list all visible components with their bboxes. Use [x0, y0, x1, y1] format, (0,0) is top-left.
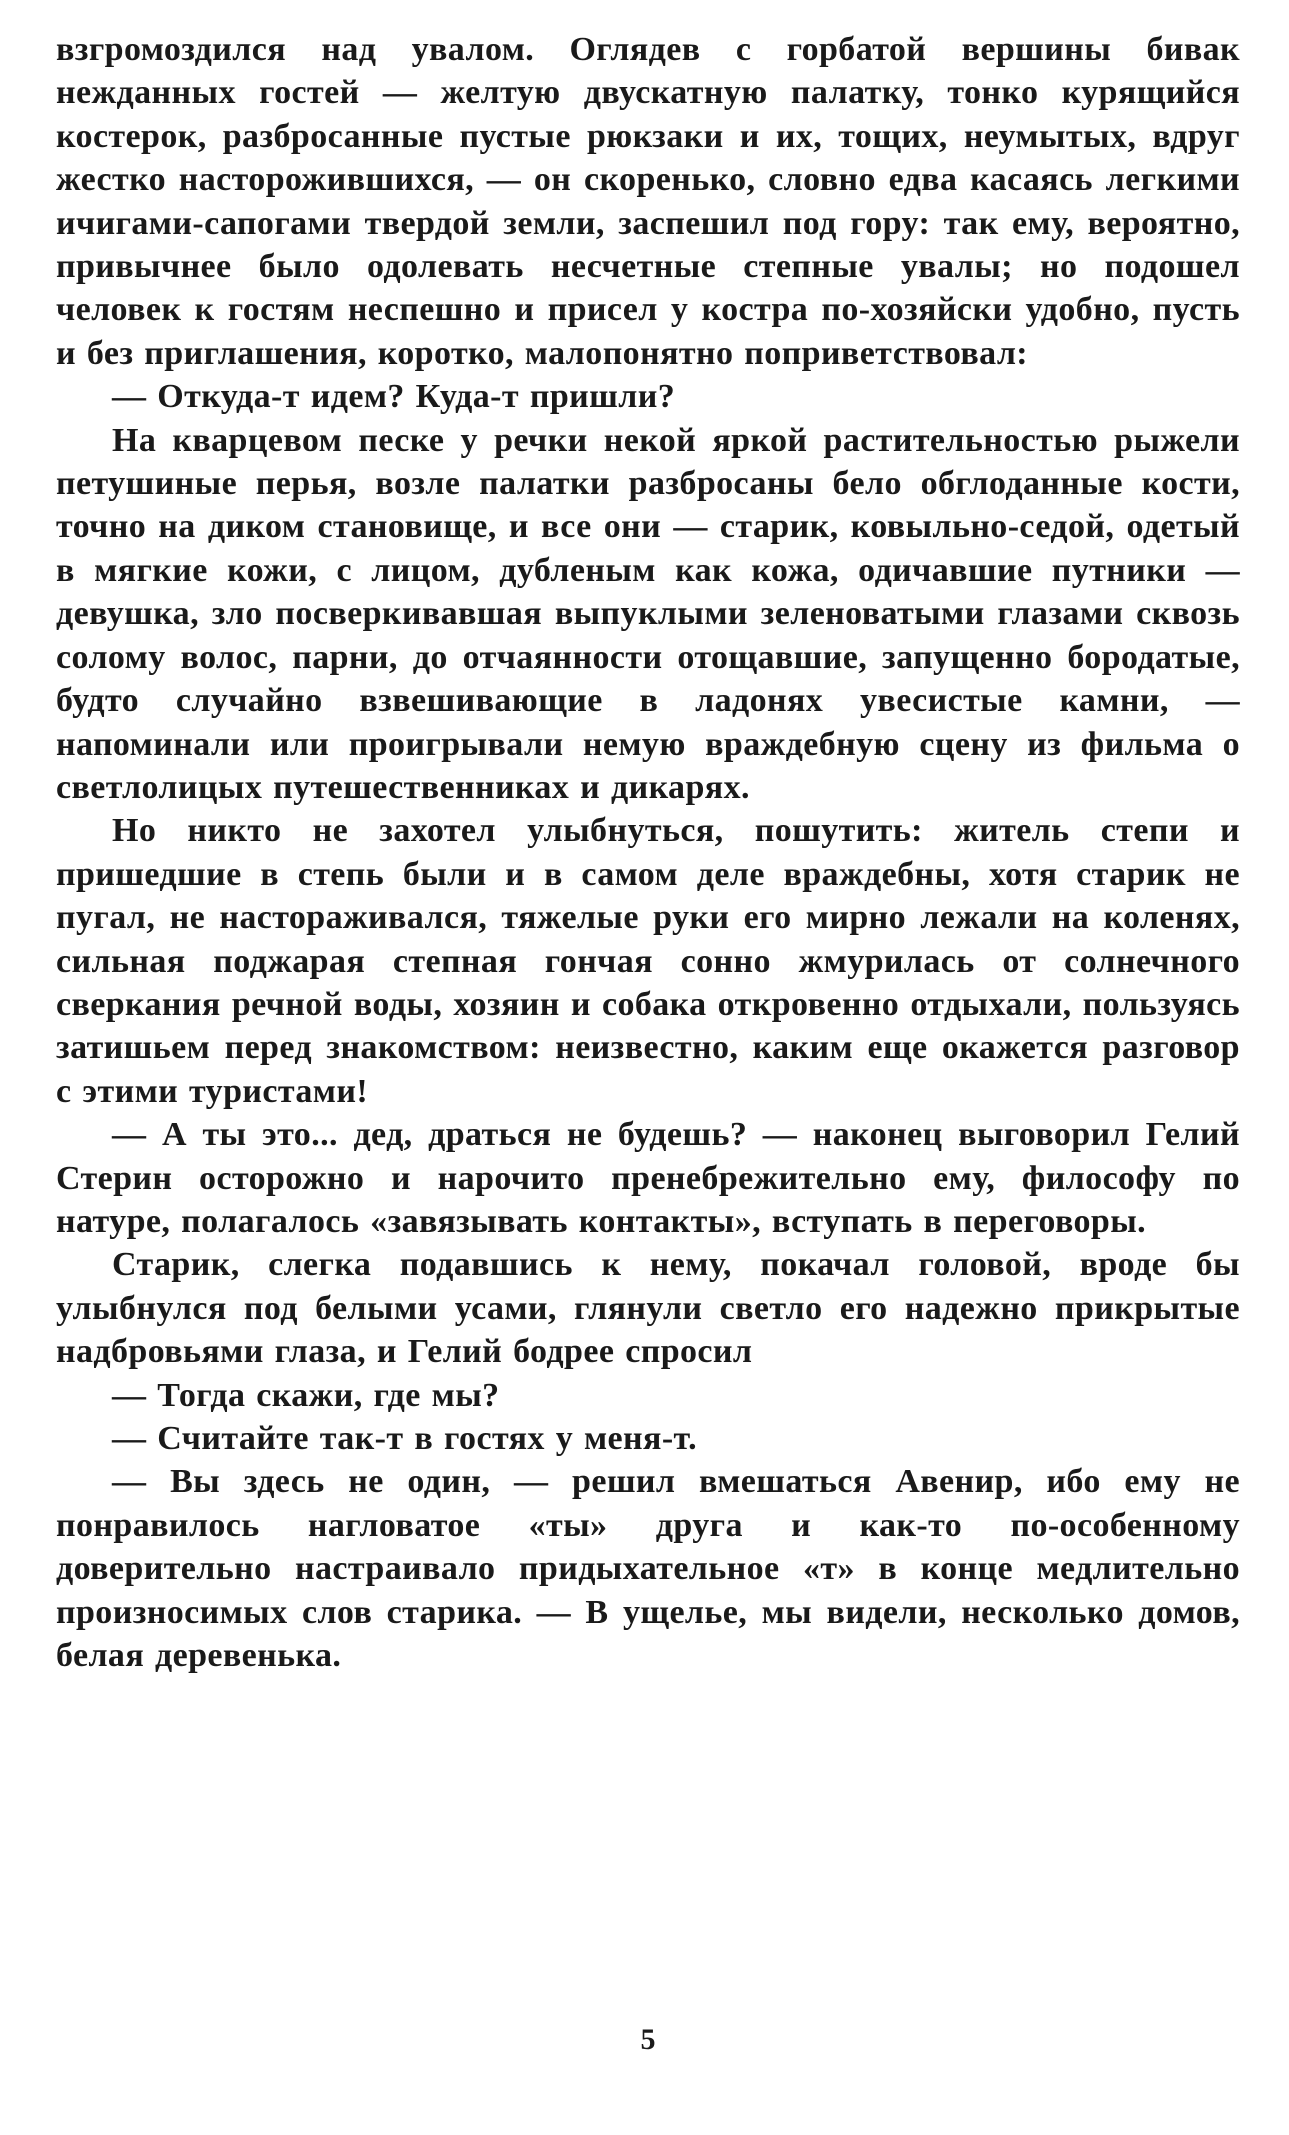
paragraph: — Тогда скажи, где мы?	[112, 1376, 500, 1414]
book-page	[56, 28, 1240, 2118]
paragraph: — Вы здесь не один, — решил вмешаться Авенир, ибо ему не понравилось нагловатое «ты» друга и как-то по-особенному доверительно настраивало придыхательное «т» в конце медлительно произносимых слов старика. — В ущелье, мы видели, несколько домов, белая деревенька.	[56, 1463, 1240, 1675]
body-text	[56, 28, 1240, 1677]
paragraph: На кварцевом песке у речки некой яркой растительностью рыжели петушиные перья, возле палатки разбросаны бело обглоданные кости, точно на диком становище, и все они — старик, ковыльно-седой, одетый в мягкие кожи, с лицом, дубленым как кожа, одичавшие путники — девушка, зло посверкивавшая выпуклыми зеленоватыми глазами сквозь солому волос, парни, до отчаянности отощавшие, запущенно бородатые, будто случайно взвешивающие в ладонях увесистые камни, — напоминали или проигрывали немую враждебную сцену из фильма о светлолицых путешественниках и дикарях.	[56, 421, 1240, 806]
paragraph: — Откуда-т идем? Куда-т пришли?	[112, 378, 676, 416]
paragraph: Но никто не захотел улыбнуться, пошутить: житель степи и пришедшие в степь были и в самом деле враждебны, хотя старик не пугал, не настораживался, тяжелые руки его мирно лежали на коленях, сильная поджарая степная гончая сонно жмурилась от солнечного сверкания речной воды, хозяин и собака откровенно отдыхали, пользуясь затишьем перед знакомством: неизвестно, каким еще окажется разговор с этими туристами!	[56, 812, 1240, 1110]
paragraph: взгромоздился над увалом. Оглядев с горбатой вершины бивак нежданных гостей — желтую двускатную палатку, тонко курящийся костерок, разбросанные пустые рюкзаки и их, тощих, неумытых, вдруг жестко насторожившихся, — он скоренько, словно едва касаясь легкими ичигами-сапогами твердой земли, заспешил под гору: так ему, вероятно, привычнее было одолевать несчетные степные увалы; но подошел человек к гостям неспешно и присел у костра по-хозяйски удобно, пусть и без приглашения, коротко, малопонятно поприветствовал:	[56, 31, 1240, 372]
paragraph: — Считайте так-т в гостях у меня-т.	[112, 1420, 697, 1457]
paragraph: Старик, слегка подавшись к нему, покачал головой, вроде бы улыбнулся под белыми усами, глянули светло его надежно прикрытые надбровьями глаза, и Гелий бодрее спросил	[56, 1246, 1240, 1371]
paragraph: — А ты это... дед, драться не будешь? — наконец выговорил Гелий Стерин осторожно и нарочито пренебрежительно ему, философу по натуре, полагалось «завязывать контакты», вступать в переговоры.	[56, 1116, 1240, 1240]
page-number: 5	[640, 2023, 656, 2056]
